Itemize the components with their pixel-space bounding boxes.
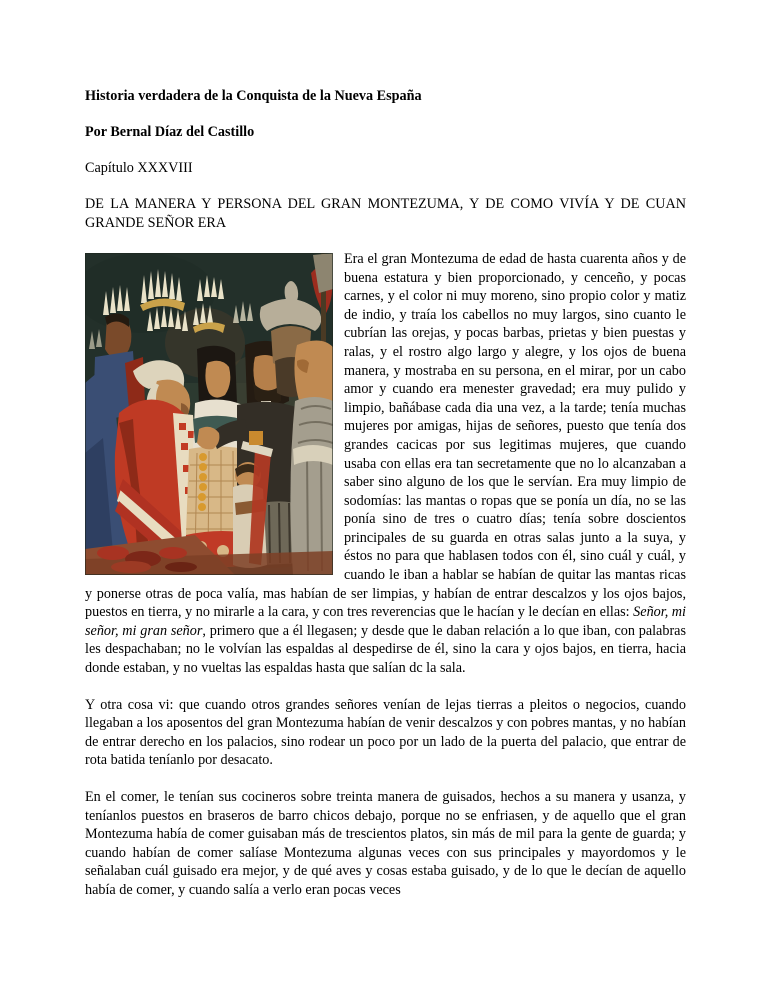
paragraph-1-italic-phrase: Señor, mi señor, mi gran señor <box>85 604 686 639</box>
book-title: Historia verdadera de la Conquista de la Nueva España <box>85 88 422 104</box>
painting-svg <box>85 253 333 575</box>
document-content <box>85 87 686 918</box>
paragraph-1-text-cont: , primero que a él llegasen; y desde que le daban relación a lo que iban, con palabras les despachaban; no le volvían las espaldas al despedirse de él, sino la cara y ojos bajos, en tierra, hacia donde estaban, y no vueltas las espaldas hasta que salían dc la sala. <box>85 622 686 677</box>
author-line: Por Bernal Díaz del Castillo <box>85 124 255 141</box>
chapter-label: Capítulo XXXVIII <box>85 160 193 177</box>
paragraph-1-text: Era el gran Montezuma de edad de hasta cuarenta años y de buena estatura y bien proporcionado, y cenceño, y pocas carnes, y el color ni muy moreno, sino propio color y matiz de indio, y traía los cabellos no muy largos, sino cuanto le cubrían las orejas, y pocas barbas, prietas y bien puestas y ralas, y el rostro algo largo y alegre, y los ojos de buena manera, y mostraba en su persona, en el mirar, por un cabo amor y cuando era menester gravedad; era muy pulido y limpio, bañábase cada dia una vez, a la tarde; tenía muchas mujeres por amigas, hijas de señores, puesto que tenía dos grandes cacicas por sus legitimas mujeres, que cuando usaba con ellas era tan secretamente que no lo alcanzaban a saber sino alguno de los que le servían. Era muy limpio de sodomías: las mantas o ropas que se ponía un día, no se las ponía sino de tres o cuatro días; tenía sobre doscientos principales de su guarda en otras salas junto a la suya, y éstos no para que hablasen todos con él, sino cuál y cuál, y cuando le iban a hablar se habían de quitar las mantas ricas y ponerse otras de poca valía, mas habían de ser limpias, y habían de entrar descalzos y los ojos bajos, puestos en tierra, y no mirarle a la cara, y con tres reverencias que le hacían y le decían en ellas: <box>85 250 686 621</box>
montezuma-meeting-painting <box>85 253 333 575</box>
chapter-heading: DE LA MANERA Y PERSONA DEL GRAN MONTEZUMA, Y DE COMO VIVÍA Y DE CUAN GRANDE SEÑOR ERA <box>85 196 686 231</box>
paragraph-2: Y otra cosa vi: que cuando otros grandes señores venían de lejas tierras a pleitos o negocios, cuando llegaban a los aposentos del gran Montezuma habían de venir descalzos y con pobres mantas, y no habían de entrar derecho en los palacios, sino rodear un poco por un lado de la puerta del palacio, que entrar de rota batida teníanlo por desacato. <box>85 696 686 769</box>
paragraph-3: En el comer, le tenían sus cocineros sobre treinta manera de guisados, hechos a su manera y usanza, y teníanlos puestos en braseros de barro chicos debajo, porque no se enfriasen, y de aquello que el gran Montezuma había de comer guisaban más de trescientos platos, sin más de mil para la gente de guarda; y cuando habían de comer salíase Montezuma algunas veces con sus principales y mayordomos y le señalaban cuál guisado era mejor, y de qué aves y cosas estaba guisado, y de lo que le decían de aquello había de comer, y cuando salía a verlo eran pocas veces <box>85 789 686 898</box>
paragraph-1 <box>85 250 686 678</box>
